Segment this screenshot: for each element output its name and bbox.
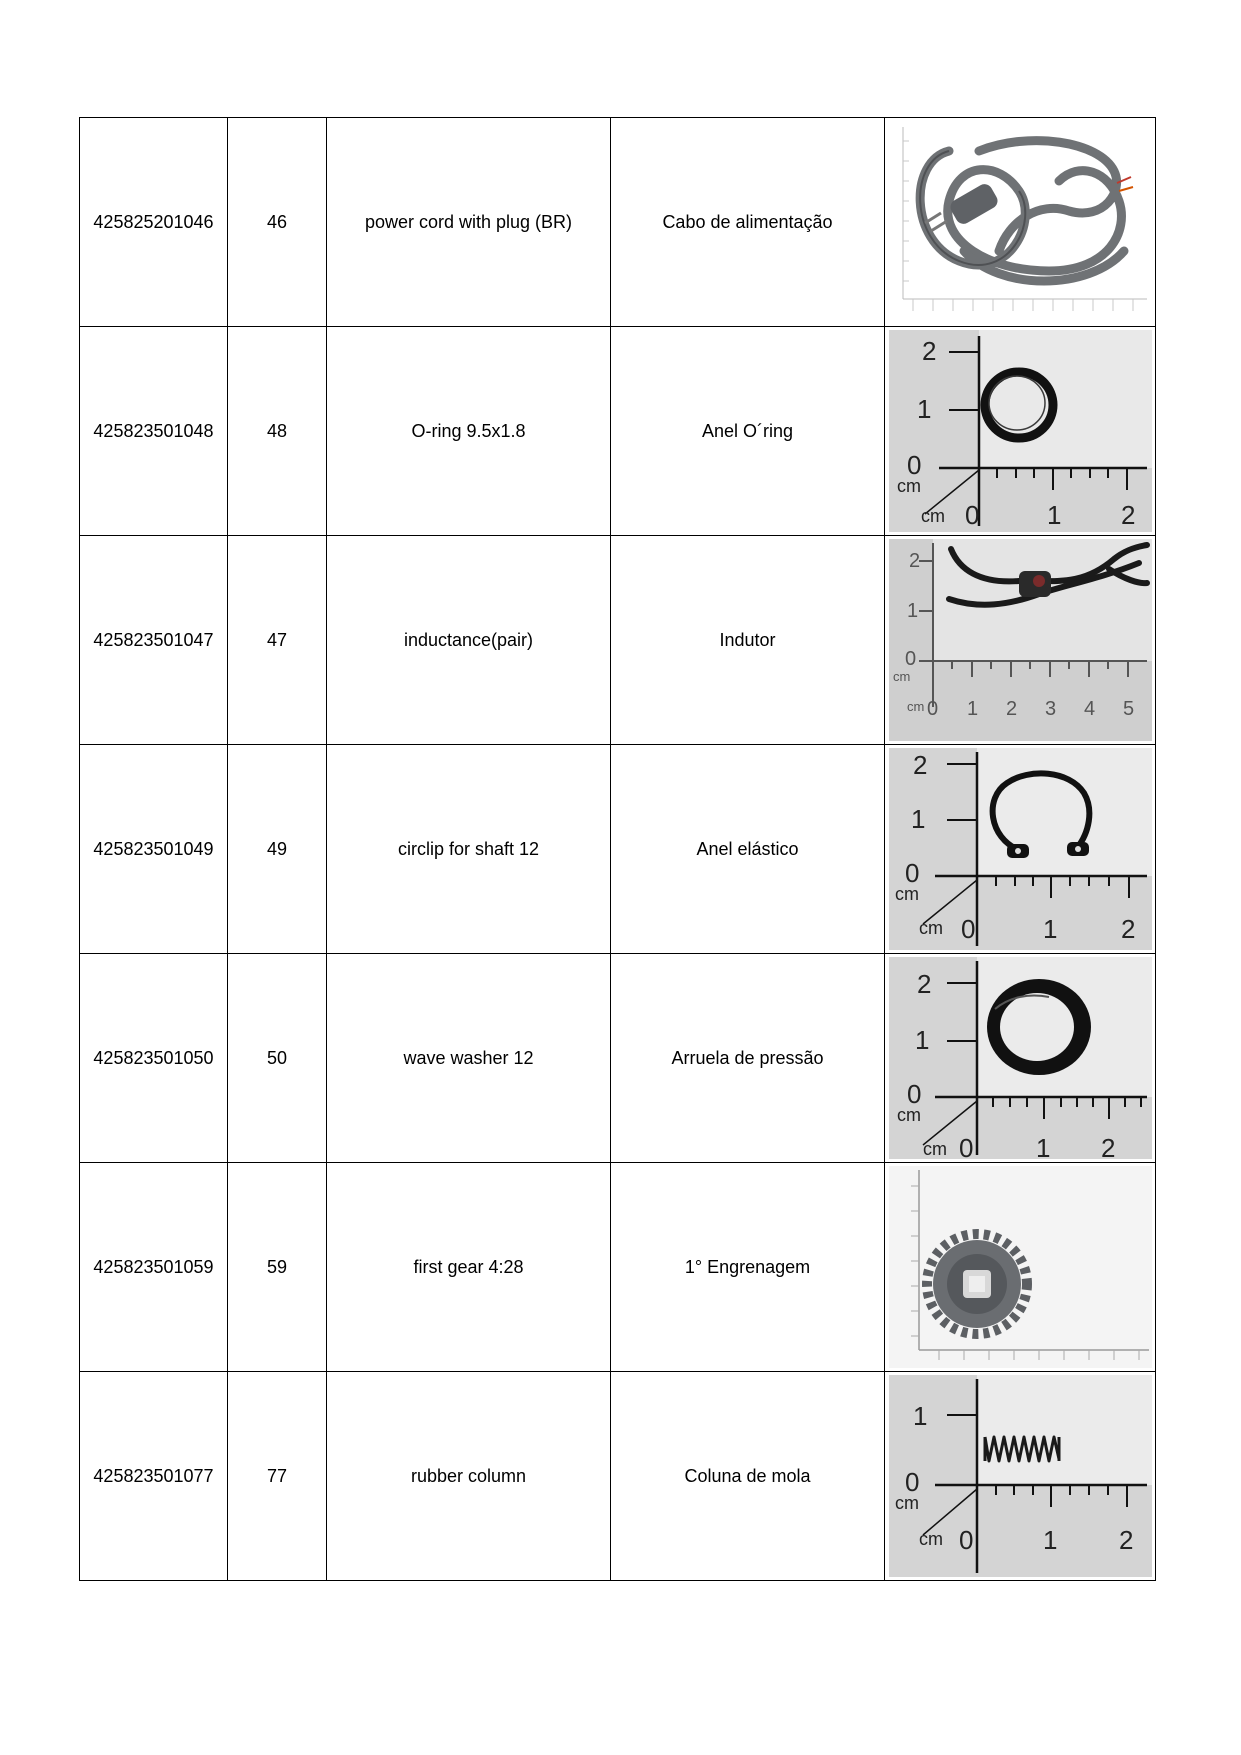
scale-unit: cm (896, 476, 921, 496)
scale-label: 1 (906, 600, 918, 622)
position-number: 48 (228, 327, 327, 536)
description-pt: Coluna de mola (611, 1372, 885, 1581)
scale-label: 0 (958, 1525, 973, 1555)
part-number: 425823501048 (80, 327, 228, 536)
position-number: 77 (228, 1372, 327, 1581)
part-photo-cell (885, 745, 1156, 954)
scale-label: 2 (1100, 1133, 1115, 1159)
description-en: circlip for shaft 12 (327, 745, 611, 954)
scale-unit: cm (918, 918, 943, 938)
part-photo-cell (885, 536, 1156, 745)
scale-label: 5 (1122, 698, 1134, 720)
power-cord-photo (889, 121, 1152, 323)
part-number: 425823501077 (80, 1372, 228, 1581)
part-photo-cell (885, 1372, 1156, 1581)
scale-label: 1 (910, 804, 925, 834)
scale-label: 0 (958, 1133, 973, 1159)
scale-label: 0 (904, 648, 916, 670)
scale-label: 1 (1042, 914, 1057, 944)
circlip-photo (889, 748, 1152, 950)
scale-label: 2 (1120, 914, 1135, 944)
scale-label: 4 (1083, 698, 1095, 720)
scale-label: 0 (926, 698, 938, 720)
scale-label: 1 (1035, 1133, 1050, 1159)
table-row (80, 1372, 1156, 1581)
description-en: wave washer 12 (327, 954, 611, 1163)
scale-label: 2 (912, 750, 927, 780)
scale-unit: cm (920, 506, 945, 526)
description-en: first gear 4:28 (327, 1163, 611, 1372)
scale-unit: cm (918, 1529, 943, 1549)
scale-label: 2 (1118, 1525, 1133, 1555)
description-en: power cord with plug (BR) (327, 118, 611, 327)
spring-photo (889, 1375, 1152, 1577)
scale-unit: cm (894, 884, 919, 904)
table-row (80, 536, 1156, 745)
scale-label: 1 (914, 1025, 929, 1055)
scale-unit: cm (896, 1105, 921, 1125)
part-photo-cell (885, 118, 1156, 327)
position-number: 46 (228, 118, 327, 327)
part-number: 425823501059 (80, 1163, 228, 1372)
scale-label: 3 (1044, 698, 1056, 720)
table-row (80, 745, 1156, 954)
scale-unit: cm (892, 669, 910, 684)
scale-label: 1 (1046, 500, 1061, 530)
description-en: rubber column (327, 1372, 611, 1581)
scale-unit: cm (922, 1139, 947, 1159)
scale-unit: cm (906, 699, 924, 714)
scale-label: 1 (916, 394, 931, 424)
scale-label: 2 (916, 969, 931, 999)
position-number: 49 (228, 745, 327, 954)
scale-label: 2 (921, 336, 936, 366)
scale-label: 1 (966, 698, 978, 720)
part-number: 425825201046 (80, 118, 228, 327)
gear-photo (889, 1166, 1152, 1368)
part-photo-cell (885, 327, 1156, 536)
position-number: 59 (228, 1163, 327, 1372)
description-en: O-ring 9.5x1.8 (327, 327, 611, 536)
scale-unit: cm (894, 1493, 919, 1513)
description-pt: Cabo de alimentação (611, 118, 885, 327)
position-number: 50 (228, 954, 327, 1163)
scale-label: 0 (964, 500, 979, 530)
position-number: 47 (228, 536, 327, 745)
description-pt: Indutor (611, 536, 885, 745)
scale-label: 2 (1120, 500, 1135, 530)
description-en: inductance(pair) (327, 536, 611, 745)
part-number: 425823501047 (80, 536, 228, 745)
part-photo-cell (885, 1163, 1156, 1372)
wave-washer-photo (889, 957, 1152, 1159)
o-ring-photo (889, 330, 1152, 532)
table-row (80, 954, 1156, 1163)
scale-label: 2 (908, 550, 920, 572)
table-row (80, 1163, 1156, 1372)
scale-label: 0 (904, 858, 919, 888)
scale-label: 0 (904, 1467, 919, 1497)
part-number: 425823501049 (80, 745, 228, 954)
part-photo-cell (885, 954, 1156, 1163)
scale-label: 0 (960, 914, 975, 944)
scale-label: 0 (906, 1079, 921, 1109)
description-pt: 1° Engrenagem (611, 1163, 885, 1372)
table-row (80, 118, 1156, 327)
description-pt: Anel O´ring (611, 327, 885, 536)
scale-label: 1 (1042, 1525, 1057, 1555)
table-row (80, 327, 1156, 536)
scale-label: 2 (1005, 698, 1017, 720)
inductor-photo (889, 539, 1152, 741)
scale-label: 1 (912, 1401, 927, 1431)
parts-table (79, 117, 1156, 1581)
part-number: 425823501050 (80, 954, 228, 1163)
scale-label: 0 (906, 450, 921, 480)
description-pt: Anel elástico (611, 745, 885, 954)
description-pt: Arruela de pressão (611, 954, 885, 1163)
